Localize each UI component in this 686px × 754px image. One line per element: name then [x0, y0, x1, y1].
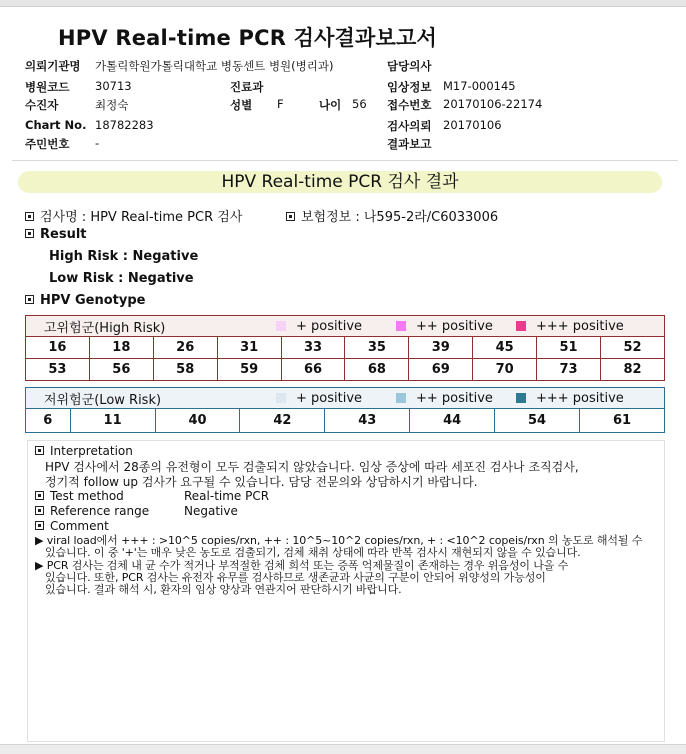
age-value: 56: [352, 97, 367, 111]
test-name-line: [25, 206, 242, 225]
reference-range-label: Reference range: [50, 504, 150, 518]
low-risk-result: Low Risk : Negative: [49, 271, 194, 286]
clinical-info-label: 임상정보: [387, 80, 432, 94]
patient-label: 수진자: [25, 98, 59, 112]
insurance-info: 보험정보 : 나595-2라/C6033006: [301, 210, 499, 225]
comment-heading: [35, 519, 109, 533]
genotype-cell: 58: [153, 359, 217, 381]
genotype-cell: 61: [580, 409, 665, 433]
interpretation-line-2: 정기적 follow up 검사가 요구될 수 있습니다. 담당 전문의와 상담하시기 바랍니다.: [45, 475, 478, 489]
high-risk-row-2: [26, 359, 665, 381]
low-risk-header: [26, 388, 665, 409]
receipt-number-value: 20170106-22174: [443, 97, 543, 111]
result-title: Result: [40, 227, 87, 242]
genotype-cell: 53: [26, 359, 90, 381]
genotype-cell: 45: [473, 337, 537, 359]
genotype-cell: 40: [155, 409, 240, 433]
checkbox-icon: [25, 212, 34, 221]
comment-line: 있습니다. 결과 해석 시, 환자의 임상 양상과 연관지어 판단하시기 바랍니다.: [45, 583, 402, 596]
legend-swatch-icon: [516, 321, 526, 331]
high-legend-plus: [276, 319, 396, 334]
comment-line: 있습니다. 또한, PCR 검사는 유전자 유무를 검사하므로 생존균과 사균의 구분이 안되어 위양성의 가능성이: [45, 571, 546, 584]
legend-swatch-icon: [516, 393, 526, 403]
department-label: 진료과: [230, 80, 264, 94]
legend-swatch-icon: [276, 393, 286, 403]
genotype-cell: 66: [281, 359, 345, 381]
chart-no-label: Chart No.: [25, 118, 87, 132]
high-risk-table: [25, 315, 665, 381]
page-title: HPV Real-time PCR 검사결과보고서: [58, 26, 437, 50]
checkbox-icon: [286, 212, 295, 221]
legend-swatch-icon: [276, 321, 286, 331]
legend-label: ++ positive: [416, 318, 493, 334]
genotype-title: HPV Genotype: [40, 293, 146, 308]
genotype-cell: 70: [473, 359, 537, 381]
high-legend-plus3: [516, 319, 636, 334]
doctor-label: 담당의사: [387, 59, 432, 73]
reference-range-heading: [35, 504, 149, 518]
genotype-cell: 11: [70, 409, 155, 433]
genotype-cell: 35: [345, 337, 409, 359]
test-request-value: 20170106: [443, 118, 502, 132]
checkbox-icon: [25, 229, 34, 238]
genotype-cell: 16: [26, 337, 90, 359]
receipt-number-label: 접수번호: [387, 98, 432, 112]
result-report-label: 결과보고: [387, 137, 432, 151]
genotype-cell: 44: [410, 409, 495, 433]
genotype-cell: 69: [409, 359, 473, 381]
checkbox-icon: [25, 295, 34, 304]
genotype-cell: 33: [281, 337, 345, 359]
genotype-cell: 42: [240, 409, 325, 433]
legend-label: + positive: [296, 390, 363, 406]
insurance-line: [286, 206, 498, 225]
sex-label: 성별: [230, 98, 253, 112]
comment-line: ▶ PCR 검사는 검체 내 균 수가 적거나 부적절한 검체 희석 또는 증폭 억제물질이 존재하는 경우 위음성이 나올 수: [35, 559, 569, 572]
interpretation-heading: [35, 444, 133, 458]
hospital-code-value: 30713: [95, 79, 132, 93]
result-heading: [25, 227, 87, 242]
hospital-code-label: 병원코드: [25, 80, 70, 94]
test-method-value: Real-time PCR: [184, 489, 270, 503]
clinical-info-value: M17-000145: [443, 79, 516, 93]
sex-value: F: [277, 97, 284, 111]
high-risk-group-label: 고위험군(High Risk): [44, 320, 166, 336]
comment-line: 있습니다. 이 중 '+'는 매우 낮은 농도로 검출되기, 검체 채취 상태에 따라 반복 검사시 재현되지 않을 수 있습니다.: [45, 546, 581, 559]
comment-line: ▶ viral load에서 +++ : >10^5 copies/rxn, ++ : 10^5~10^2 copies/rxn, + : <10^2 copeis/rxn 의 농도로 해석될 수: [35, 534, 643, 547]
legend-label: +++ positive: [536, 390, 624, 406]
patient-value: 최정숙: [95, 98, 129, 112]
genotype-cell: 39: [409, 337, 473, 359]
genotype-cell: 68: [345, 359, 409, 381]
age-label: 나이: [319, 98, 342, 112]
high-risk-header: [26, 316, 665, 337]
legend-label: + positive: [296, 318, 363, 334]
checkbox-icon: [35, 506, 44, 515]
comment-label: Comment: [50, 519, 109, 533]
genotype-cell: 59: [217, 359, 281, 381]
genotype-cell: 18: [89, 337, 153, 359]
high-risk-row-1: [26, 337, 665, 359]
resident-number-label: 주민번호: [25, 137, 70, 151]
checkbox-icon: [35, 491, 44, 500]
interpretation-title: Interpretation: [50, 444, 133, 458]
low-risk-table: [25, 387, 665, 433]
genotype-cell: 51: [537, 337, 601, 359]
interpretation-line-1: HPV 검사에서 28종의 유전형이 모두 검출되지 않았습니다. 임상 증상에 따라 세포진 검사나 조직검사,: [45, 460, 579, 474]
reference-range-value: Negative: [184, 504, 238, 518]
genotype-cell: 31: [217, 337, 281, 359]
requesting-institution-label: 의뢰기관명: [25, 59, 81, 73]
low-legend-plus: [276, 391, 396, 406]
test-method-label: Test method: [50, 489, 124, 503]
header-divider: [12, 160, 678, 161]
genotype-cell: 54: [495, 409, 580, 433]
legend-swatch-icon: [396, 321, 406, 331]
genotype-cell: 26: [153, 337, 217, 359]
low-risk-row: [26, 409, 665, 433]
high-risk-result: High Risk : Negative: [49, 249, 199, 264]
section-title: HPV Real-time PCR 검사 결과: [18, 171, 662, 193]
checkbox-icon: [35, 446, 44, 455]
genotype-cell: 52: [601, 337, 665, 359]
low-legend-plus3: [516, 391, 636, 406]
test-request-label: 검사의뢰: [387, 119, 432, 133]
low-risk-header-row: [26, 388, 665, 409]
high-risk-header-row: [26, 316, 665, 337]
legend-label: +++ positive: [536, 318, 624, 334]
genotype-cell: 43: [325, 409, 410, 433]
top-border: [0, 0, 686, 7]
genotype-heading: [25, 293, 145, 308]
genotype-cell: 6: [26, 409, 71, 433]
low-legend-plus2: [396, 391, 516, 406]
resident-number-value: -: [95, 136, 100, 150]
requesting-institution-value: 가톨릭학원가톨릭대학교 병동센트 병원(병리과): [95, 59, 334, 73]
chart-no-value: 18782283: [95, 118, 154, 132]
test-name: 검사명 : HPV Real-time PCR 검사: [40, 210, 243, 225]
low-risk-group-label: 저위험군(Low Risk): [44, 392, 162, 408]
genotype-cell: 73: [537, 359, 601, 381]
test-method-heading: [35, 489, 124, 503]
legend-swatch-icon: [396, 393, 406, 403]
checkbox-icon: [35, 521, 44, 530]
legend-label: ++ positive: [416, 390, 493, 406]
high-legend-plus2: [396, 319, 516, 334]
genotype-cell: 82: [601, 359, 665, 381]
genotype-cell: 56: [89, 359, 153, 381]
